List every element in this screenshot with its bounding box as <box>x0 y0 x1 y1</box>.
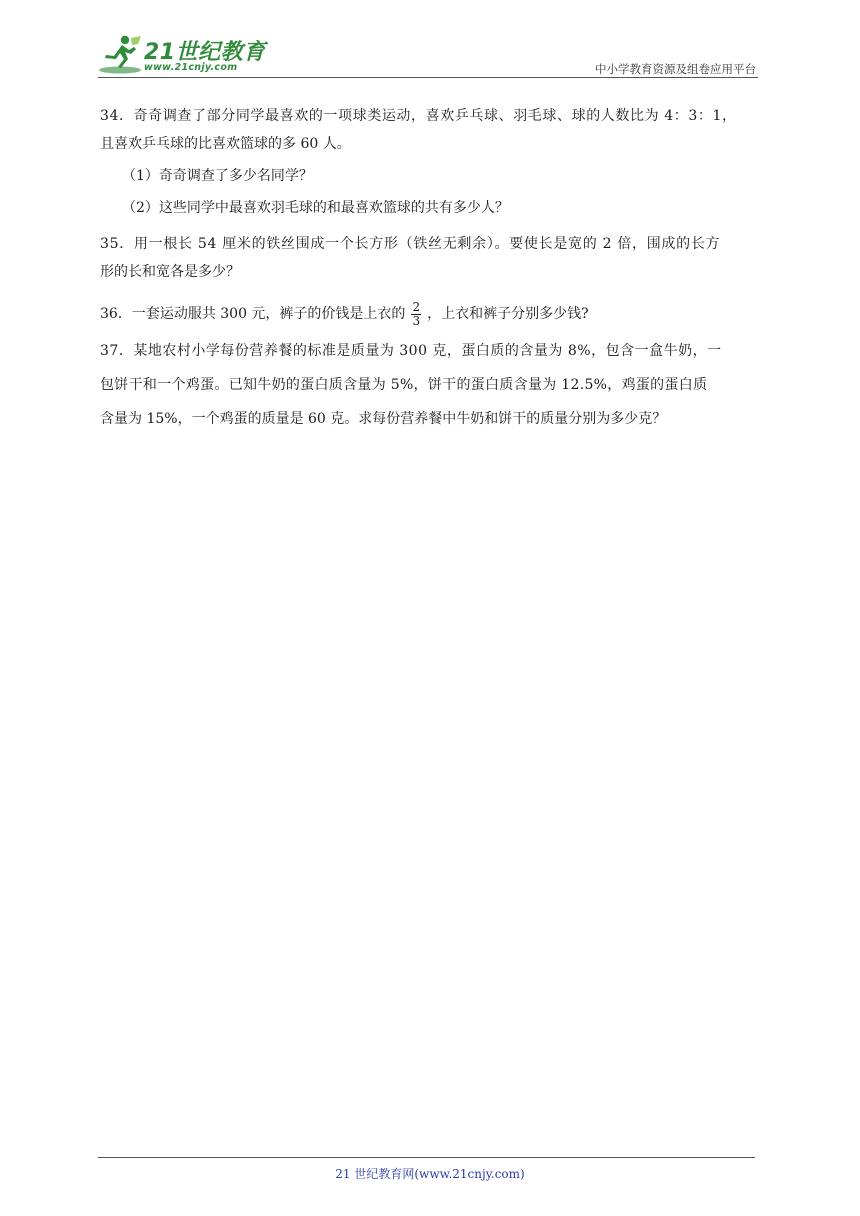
fraction-two-thirds <box>411 301 421 328</box>
question-37 <box>100 334 760 436</box>
footer-divider <box>98 1157 755 1158</box>
question-34-line1: 34．奇奇调查了部分同学最喜欢的一项球类运动，喜欢乒乓球、羽毛球、球的人数比为 4：3：1， <box>100 108 737 124</box>
logo-url: www.21cnjy.com <box>144 62 238 73</box>
question-37-line3: 含量为 15%，一个鸡蛋的质量是 60 克。求每份营养餐中牛奶和饼干的质量分别为多少克？ <box>100 411 667 427</box>
question-list <box>100 102 760 436</box>
question-34 <box>100 102 760 222</box>
question-36-text-after: ，上衣和裤子分别多少钱? <box>427 306 589 322</box>
question-37-line2: 包饼干和一个鸡蛋。已知牛奶的蛋白质含量为 5%，饼干的蛋白质含量为 12.5%，鸡蛋的蛋白质 <box>100 377 708 393</box>
question-37-line1: 37．某地农村小学每份营养餐的标准是质量为 300 克，蛋白质的含量为 8%，包含一盒牛奶，一 <box>100 343 722 359</box>
site-logo[interactable] <box>98 32 268 76</box>
question-36 <box>100 294 760 334</box>
question-36-text-before: 36．一套运动服共 300 元，裤子的价钱是上衣的 <box>100 306 406 322</box>
question-35-line1: 35．用一根长 54 厘米的铁丝围成一个长方形（铁丝无剩余）。要使长是宽的 2 倍，围成的长方 <box>100 236 721 252</box>
page-header <box>98 30 758 80</box>
header-platform-text: 中小学教育资源及组卷应用平台 <box>595 62 756 76</box>
question-34-line2: 且喜欢乒乓球的比喜欢篮球的多 60 人。 <box>100 136 351 152</box>
question-34-subquestion-1: （1）奇奇调查了多少名同学？ <box>122 168 313 184</box>
header-divider <box>98 77 758 78</box>
footer-site-link[interactable]: 21 世纪教育网(www.21cnjy.com) <box>335 1167 525 1181</box>
question-35-line2: 形的长和宽各是多少？ <box>100 264 240 280</box>
fraction-numerator: 2 <box>412 299 421 314</box>
question-34-subquestion-2: （2）这些同学中最喜欢羽毛球的和最喜欢篮球的共有多少人？ <box>122 200 509 216</box>
fraction-denominator: 3 <box>412 313 421 328</box>
runner-logo-icon <box>98 32 144 76</box>
question-35 <box>100 230 760 286</box>
logo-text: 21世纪教育 <box>144 40 266 65</box>
